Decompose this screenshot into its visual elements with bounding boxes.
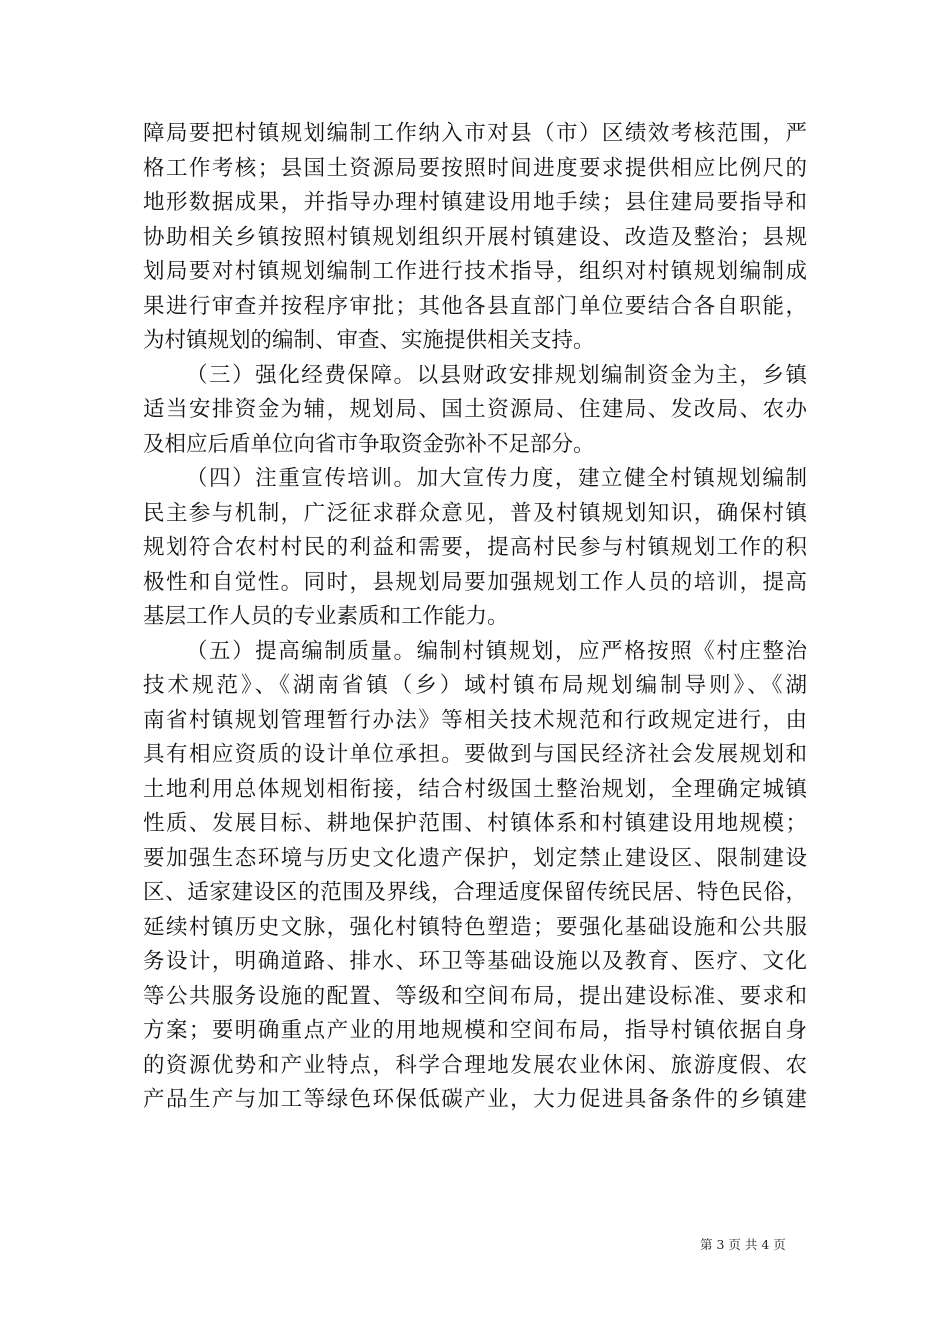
- text-line: 及相应后盾单位向省市争取资金弥补不足部分。: [143, 431, 595, 457]
- text-line: 土地利用总体规划相衔接，结合村级国土整治规划，全理确定城镇: [143, 776, 807, 802]
- text-line: 划局要对村镇规划编制工作进行技术指导，组织对村镇规划编制成: [143, 259, 807, 284]
- paragraph: [143, 117, 807, 359]
- paragraph: [143, 635, 807, 1118]
- text-line: 要加强生态环境与历史文化遗产保护，划定禁止建设区、限制建设: [143, 845, 807, 871]
- text-line: 为村镇规划的编制、审查、实施提供相关支持。: [143, 328, 595, 353]
- text-line: 障局要把村镇规划编制工作纳入市对县（市）区绩效考核范围，严: [143, 121, 807, 146]
- paragraph: [143, 359, 807, 463]
- text-line: 技术规范》、《湖南省镇（乡）域村镇布局规划编制导则》、《湖: [143, 673, 807, 698]
- page-number-footer: 第 3 页 共 4 页: [700, 1237, 786, 1252]
- text-line: 方案；要明确重点产业的用地规模和空间布局，指导村镇依据自身: [143, 1018, 807, 1043]
- text-line: （五）提高编制质量。编制村镇规划，应严格按照《村庄整治: [186, 638, 807, 664]
- text-line: 性质、发展目标、耕地保护范围、村镇体系和村镇建设用地规模；: [143, 811, 807, 836]
- paragraph: [143, 462, 807, 635]
- text-line: 民主参与机制，广泛征求群众意见，普及村镇规划知识，确保村镇: [143, 500, 807, 526]
- text-line: 等公共服务设施的配置、等级和空间布局，提出建设标准、要求和: [143, 983, 807, 1009]
- text-line: 基层工作人员的专业素质和工作能力。: [143, 604, 509, 629]
- text-line: 南省村镇规划管理暂行办法》等相关技术规范和行政规定进行，由: [143, 707, 807, 733]
- text-line: 的资源优势和产业特点，科学合理地发展农业休闲、旅游度假、农: [143, 1052, 807, 1078]
- text-line: 极性和自觉性。同时，县规划局要加强规划工作人员的培训，提高: [143, 569, 807, 595]
- document-body: [143, 117, 807, 1118]
- text-line: （三）强化经费保障。以县财政安排规划编制资金为主，乡镇: [186, 362, 807, 388]
- text-line: 产品生产与加工等绿色环保低碳产业，大力促进具备条件的乡镇建: [143, 1087, 807, 1112]
- text-line: 协助相关乡镇按照村镇规划组织开展村镇建设、改造及整治；县规: [143, 224, 807, 250]
- text-line: 延续村镇历史文脉，强化村镇特色塑造；要强化基础设施和公共服: [143, 914, 807, 940]
- text-line: 地形数据成果，并指导办理村镇建设用地手续；县住建局要指导和: [143, 190, 807, 215]
- text-line: 适当安排资金为辅，规划局、国土资源局、住建局、发改局、农办: [143, 397, 807, 422]
- text-line: 格工作考核；县国土资源局要按照时间进度要求提供相应比例尺的: [143, 155, 807, 181]
- text-line: 规划符合农村村民的利益和需要，提高村民参与村镇规划工作的积: [143, 535, 807, 560]
- text-line: 具有相应资质的设计单位承担。要做到与国民经济社会发展规划和: [143, 742, 807, 767]
- text-line: 区、适家建设区的范围及界线，合理适度保留传统民居、特色民俗，: [143, 880, 807, 905]
- text-line: 果进行审查并按程序审批；其他各县直部门单位要结合各自职能，: [143, 293, 807, 319]
- text-line: 务设计，明确道路、排水、环卫等基础设施以及教育、医疗、文化: [143, 949, 807, 974]
- text-line: （四）注重宣传培训。加大宣传力度，建立健全村镇规划编制: [186, 466, 807, 491]
